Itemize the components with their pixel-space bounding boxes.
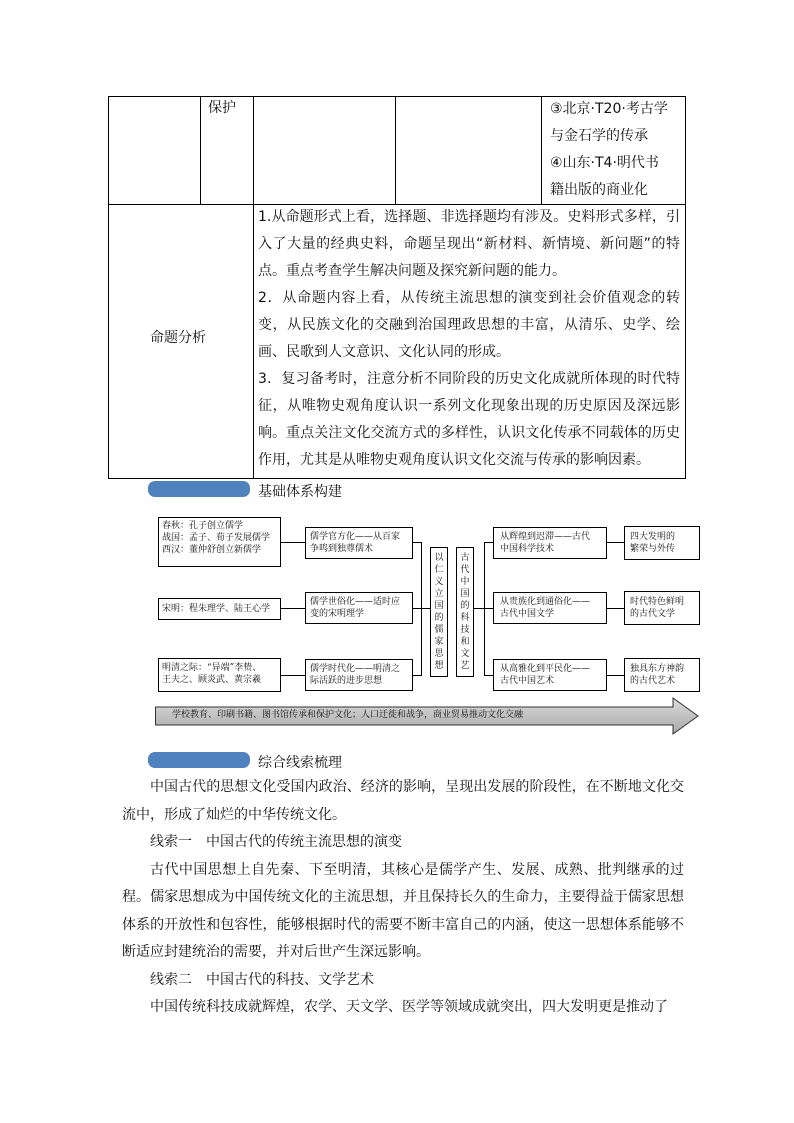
diagram-box-line: 王夫之、顾炎武、黄宗羲 (162, 675, 262, 685)
vertical-char: 的 (434, 613, 444, 623)
diagram-center-box-confucian (430, 547, 448, 677)
vertical-char: 古 (460, 553, 470, 563)
diagram-box-line: 中国科学技术 (500, 544, 555, 554)
diagram-box-mid (305, 527, 413, 559)
vertical-char: 思 (434, 649, 444, 659)
diagram-box-line: 儒学世俗化——适时应 (310, 597, 401, 607)
section-title: 综合线索梳理 (258, 755, 342, 771)
bracket-line (421, 542, 422, 676)
exam-analysis-table (108, 96, 686, 479)
diagram-box-mid (305, 592, 413, 624)
diagram-box-result (624, 526, 700, 560)
table-cell-label: 命题分析 (150, 330, 206, 346)
analysis-paragraph: 3．复习备考时，注意分析不同阶段的历史文化成就所体现的时代特征，从唯物史观角度认识一系列文化现象出现的历史原因及深远影响。重点关注文化交流方式的多样性，认识文化传承不同载体的历史作用，尤其是从唯物史观角度认识文化交流与传承的影响因素。 (258, 371, 680, 468)
exam-item-line: ④山东·T4·明代书 (550, 155, 659, 171)
vertical-char: 技 (460, 625, 470, 635)
clue-heading: 线索一 中国古代的传统主流思想的演变 (150, 834, 402, 850)
body-paragraph: 中国古代的思想文化受国内政治、经济的影响，呈现出发展的阶段性，在不断地文化交流中，形成了灿烂的中华传统文化。 (122, 779, 684, 823)
table-border-bottom (108, 478, 686, 479)
connector-line (281, 675, 305, 676)
diagram-box-mid (305, 659, 413, 691)
vertical-char: 仁 (434, 565, 444, 575)
vertical-char: 想 (434, 661, 444, 671)
diagram-box-line: 古代中国艺术 (500, 676, 555, 686)
diagram-box-line: 繁荣与外传 (630, 544, 676, 554)
diagram-box-line: 儒学时代化——明清之 (310, 664, 401, 674)
diagram-box-line: 变的宋明理学 (310, 609, 365, 619)
connector-line (607, 675, 624, 676)
diagram-box-right (493, 527, 607, 559)
section-title: 基础体系构建 (258, 484, 342, 500)
diagram-box-line: 独具东方神韵 (630, 664, 685, 674)
diagram-box-line: 春秋：孔子创立儒学 (162, 521, 244, 531)
vertical-char: 国 (460, 589, 470, 599)
diagram-box-left (158, 517, 281, 567)
table-border-left (108, 96, 109, 479)
exam-item-line: ③北京·T20·考古学 (550, 101, 668, 117)
vertical-char: 立 (434, 589, 444, 599)
diagram-box-line: 儒学官方化——从百家 (310, 532, 401, 542)
body-paragraph: 中国传统科技成就辉煌，农学、天文学、医学等领域成就突出，四大发明更是推动了 (150, 999, 668, 1015)
connector-line (281, 608, 305, 609)
exam-item-line: 与金石学的传承 (550, 128, 648, 144)
vertical-char: 儒 (434, 625, 444, 635)
diagram-box-result (624, 658, 700, 692)
connector-line (484, 542, 493, 543)
vertical-char: 和 (460, 637, 470, 647)
diagram-box-line: 宋明：程朱理学、陆王心学 (162, 604, 271, 614)
diagram-box-line: 时代特色鲜明 (630, 597, 685, 607)
vertical-char: 文 (460, 649, 470, 659)
connector-line (484, 608, 493, 609)
connector-line (474, 608, 484, 609)
diagram-box-line: 四大发明的 (630, 532, 676, 542)
analysis-text (258, 204, 680, 474)
body-paragraph: 古代中国思想上自先秦、下至明清，其核心是儒学产生、发展、成熟、批判继承的过程。儒家思想成为中国传统文化的主流思想，并且保持长久的生命力，主要得益于儒家思想体系的开放性和包容性，能够根据时代的需要不断丰富自己的内涵，使这一思想体系能够不断适应封建统治的需要，并对后世产生深远影响。 (122, 861, 684, 960)
diagram-box-right (493, 659, 607, 691)
vertical-char: 国 (434, 601, 444, 611)
connector-line (607, 608, 624, 609)
diagram-box-line: 从贵族化到通俗化—— (500, 597, 591, 607)
vertical-char: 中 (460, 577, 470, 587)
diagram-box-left (158, 658, 281, 692)
diagram-box-left (158, 598, 281, 620)
section-marker-bar (148, 481, 250, 497)
table-border-right (685, 96, 686, 479)
table-col-divider (253, 96, 254, 479)
table-col-divider (395, 96, 396, 204)
diagram-box-right (493, 592, 607, 624)
body-text (122, 774, 684, 1022)
diagram-box-line: 际活跃的进步思想 (310, 676, 383, 686)
section-marker-bar (148, 752, 250, 768)
analysis-paragraph: 1.从命题形式上看，选择题、非选择题均有涉及。史料形式多样，引入了大量的经典史料，命题呈现出“新材料、新情境、新问题”的特点。重点考查学生解决问题及探究新问题的能力。 (258, 209, 680, 279)
diagram-box-line: 的古代文学 (630, 609, 676, 619)
diagram-box-result (624, 591, 700, 625)
connector-line (413, 542, 421, 543)
diagram-box-line: 战国：孟子、荀子发展儒学 (162, 533, 271, 543)
arrow-caption: 学校教育、印刷书籍、图书馆传承和保护文化；人口迁徙和战争，商业贸易推动文化交融 (172, 710, 524, 720)
diagram-box-line: 从高雅化到平民化—— (500, 664, 591, 674)
vertical-char: 家 (434, 637, 444, 647)
diagram-box-line: 明清之际：“异端”李贽、 (162, 663, 262, 673)
connector-line (413, 675, 421, 676)
vertical-char: 代 (460, 565, 470, 575)
bracket-line (484, 542, 485, 676)
connector-line (484, 675, 493, 676)
connector-line (413, 608, 421, 609)
diagram-center-box-science (456, 547, 474, 677)
vertical-char: 艺 (460, 661, 470, 671)
diagram-box-line: 争鸣到独尊儒术 (310, 544, 374, 554)
clue-heading: 线索二 中国古代的科技、文学艺术 (150, 971, 374, 988)
diagram-box-line: 从辉煌到迟滞——古代 (500, 532, 591, 542)
vertical-char: 以 (434, 553, 444, 563)
table-col-divider (200, 96, 201, 204)
vertical-char: 的 (460, 601, 470, 611)
table-col-divider (541, 96, 542, 204)
table-cell-exam-items (550, 96, 668, 204)
diagram-box-line: 古代中国文学 (500, 609, 555, 619)
vertical-char: 科 (460, 613, 470, 623)
exam-item-line: 籍出版的商业化 (550, 182, 648, 198)
connector-line (421, 608, 430, 609)
table-cell-protect: 保护 (208, 100, 236, 116)
vertical-char: 义 (434, 577, 444, 587)
connector-line (607, 542, 624, 543)
connector-line (281, 542, 305, 543)
diagram-box-line: 西汉：董仲舒创立新儒学 (162, 545, 262, 555)
analysis-paragraph: 2．从命题内容上看，从传统主流思想的演变到社会价值观念的转变，从民族文化的交融到治国理政思想的丰富，从清乐、史学、绘画、民歌到人文意识、文化认同的形成。 (258, 290, 680, 360)
diagram-box-line: 的古代艺术 (630, 676, 676, 686)
